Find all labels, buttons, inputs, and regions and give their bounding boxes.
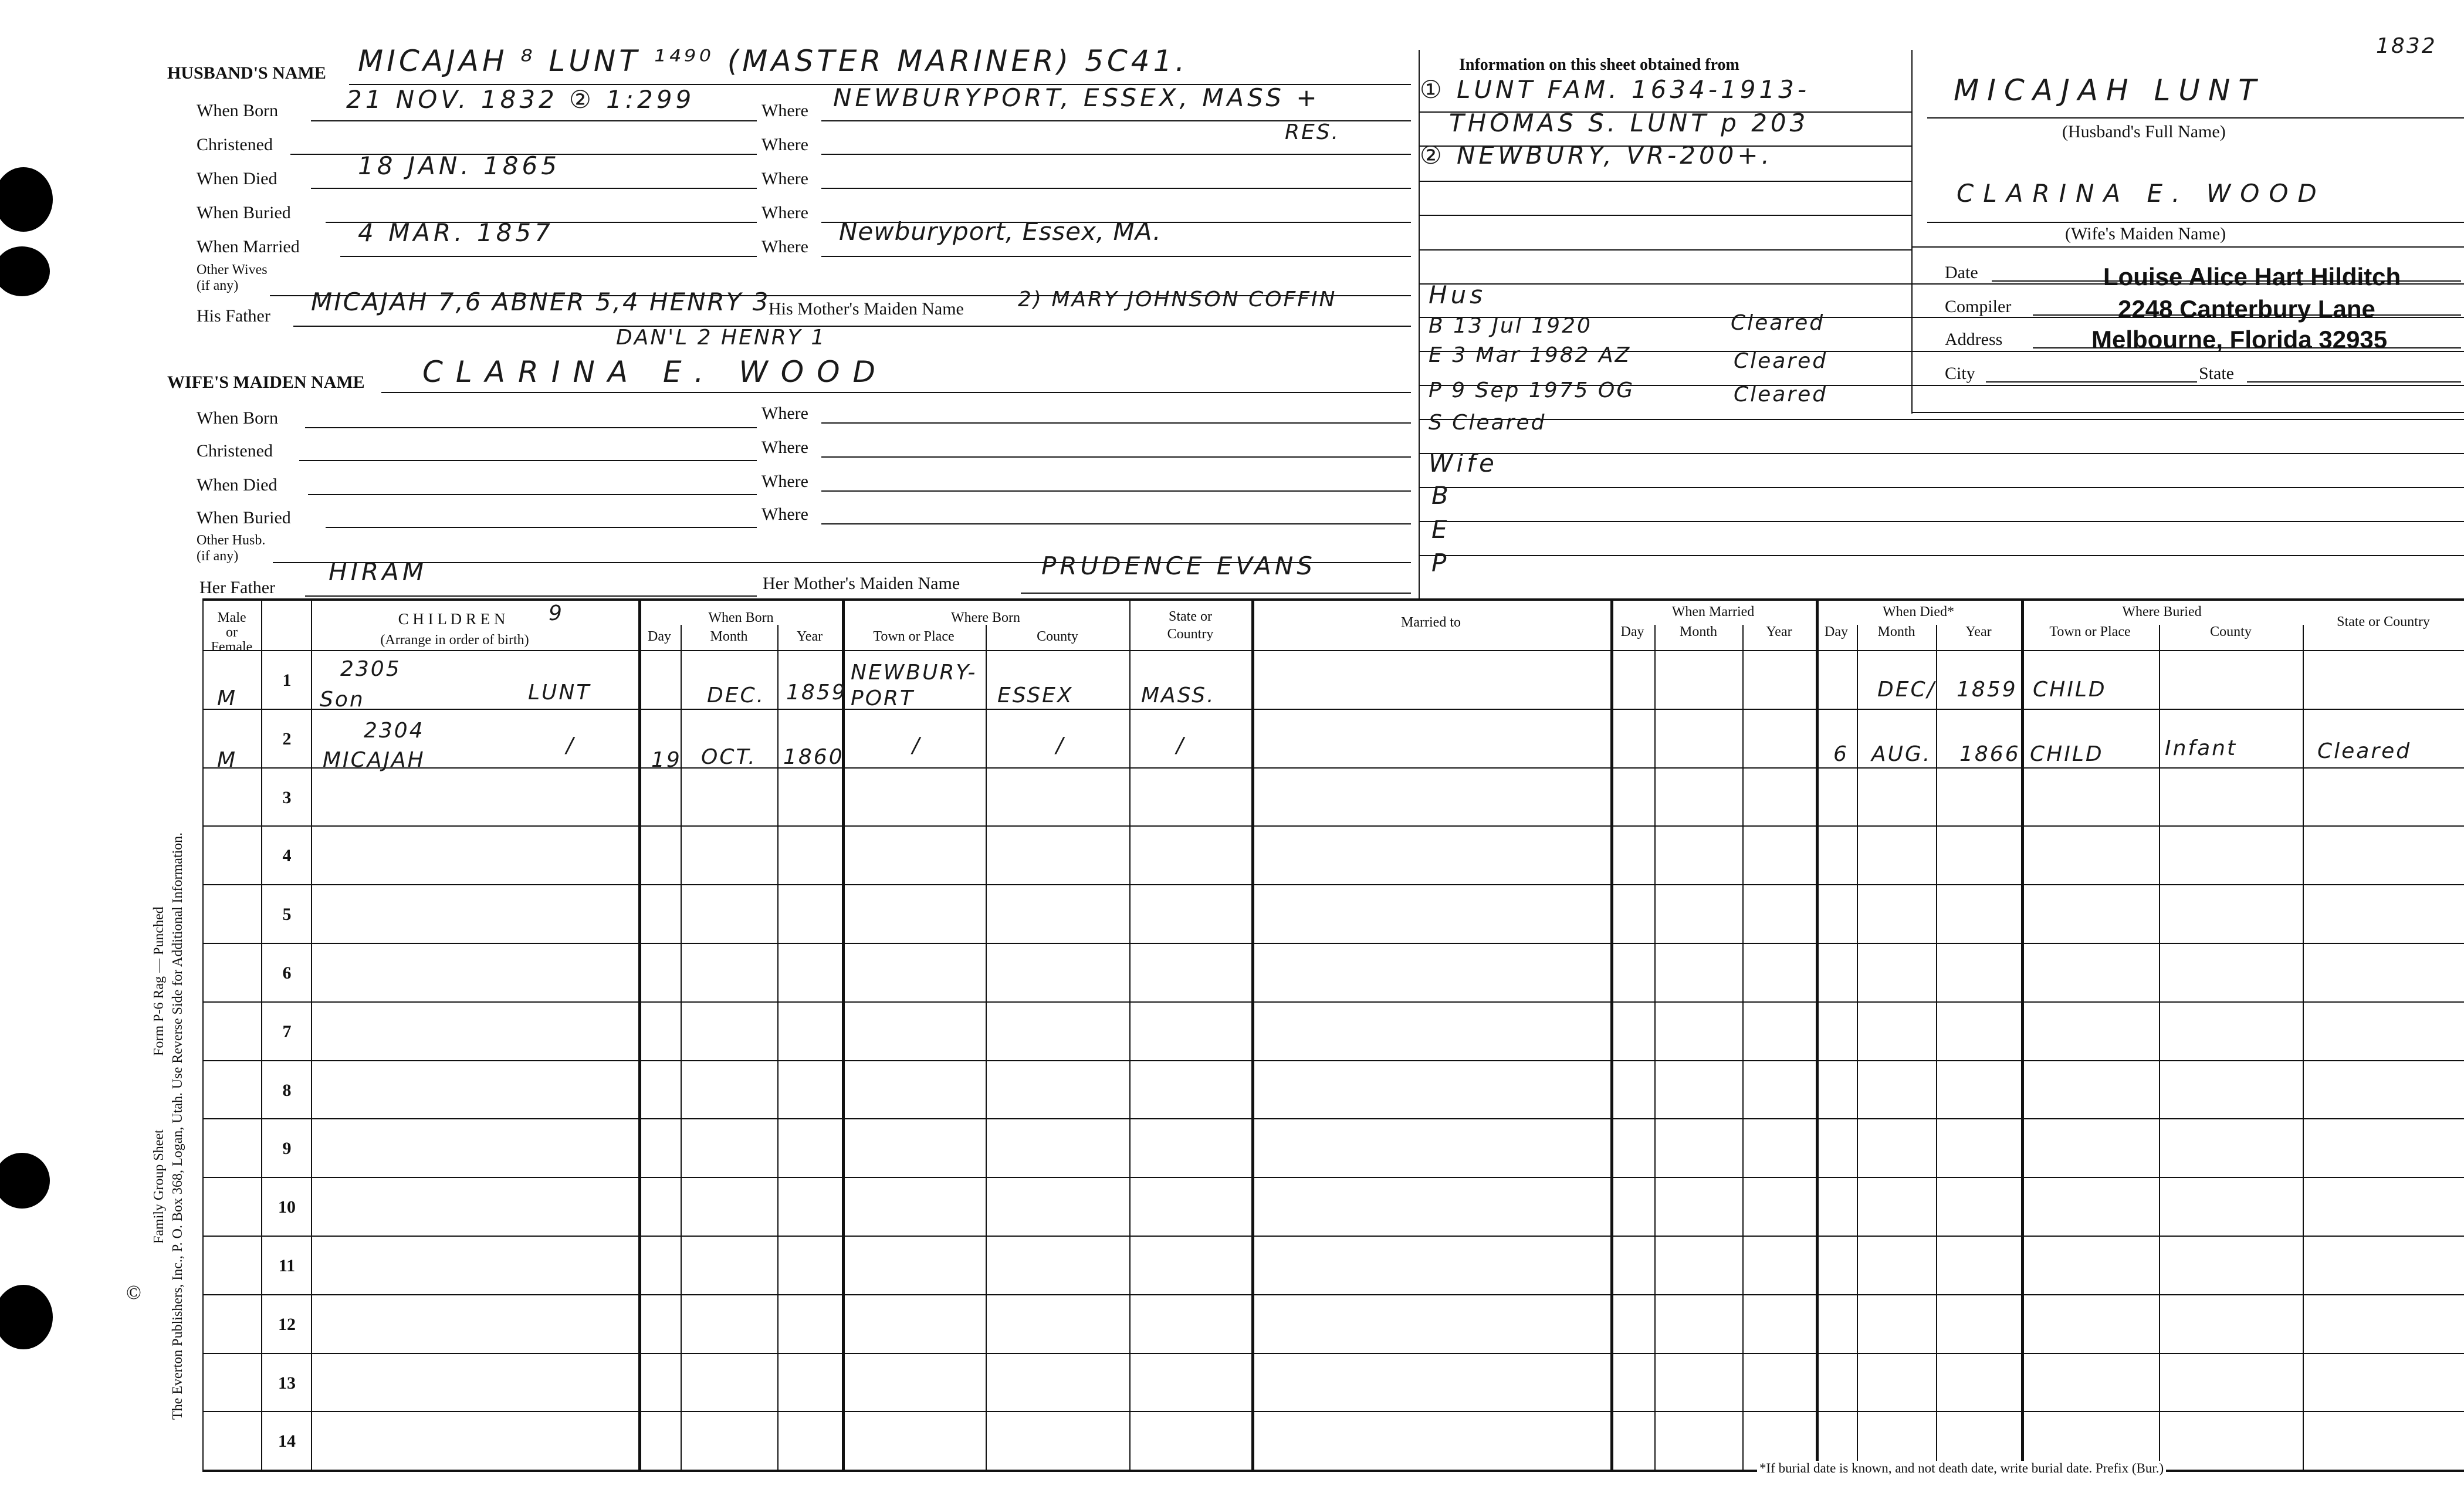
underline [821, 256, 1411, 257]
date-label: Date [1945, 263, 1978, 282]
ordinance-wife-e: E [1431, 515, 1451, 544]
child-2-sex: M [217, 748, 238, 772]
table-row-number: 1 [282, 671, 292, 690]
when-born-label: When Born [197, 101, 279, 120]
column-line [2303, 625, 2304, 1470]
underline [311, 120, 757, 121]
child-2-county: / [1056, 733, 1065, 757]
table-row-number: 13 [278, 1373, 296, 1393]
child-2-day: 19 [651, 748, 682, 772]
table-row-line [202, 1411, 2464, 1412]
underline [2247, 381, 2461, 383]
his-mother-label: His Mother's Maiden Name [769, 299, 964, 319]
when-born-label: When Born [197, 408, 279, 428]
ordinance-endowment-cleared: Cleared [1734, 349, 1828, 373]
table-row-line [202, 1060, 2464, 1061]
table-row-line [202, 1236, 2464, 1237]
child-2-buried-county: Infant [2165, 736, 2238, 760]
column-line [2021, 598, 2024, 1470]
city-label: City [1945, 364, 1975, 383]
ordinance-endowment: E 3 Mar 1982 AZ [1429, 343, 1632, 367]
divider [1419, 50, 1420, 598]
child-1-died-month: DEC/ [1877, 678, 1936, 702]
underline [1021, 593, 1411, 594]
ordinance-spouse: S Cleared [1429, 411, 1546, 435]
child-2-buried: CHILD [2030, 742, 2104, 766]
when-married-label: When Married [197, 237, 300, 256]
column-line [1610, 598, 1613, 1470]
if-any-label: (if any) [197, 278, 239, 293]
underline [293, 326, 1411, 327]
column-line [1654, 625, 1656, 1470]
when-buried-label: When Buried [197, 203, 291, 222]
child-1-state: MASS. [1141, 683, 1216, 708]
children-label: C H I L D R E N [398, 610, 506, 628]
child-2-surname: / [566, 733, 576, 757]
table-row-number: 10 [278, 1197, 296, 1217]
where-label: Where [761, 169, 808, 188]
table-row-number: 2 [282, 729, 292, 749]
child-1-surname: LUNT [528, 681, 591, 705]
source-line-2: THOMAS S. LUNT p 203 [1449, 109, 1809, 137]
where-label: Where [761, 101, 808, 120]
punch-hole [0, 167, 53, 232]
male-label: Male [217, 610, 246, 625]
column-line [311, 598, 312, 1470]
underline [821, 523, 1411, 524]
underline [1420, 487, 2464, 488]
wife-full-name: CLARINA E. WOOD [1957, 179, 2326, 208]
compiler-city: Melbourne, Florida 32935 [2091, 326, 2388, 353]
column-line [1936, 625, 1937, 1470]
wm-month-header: Month [1679, 624, 1717, 639]
child-2-died-year: 1866 [1959, 742, 2020, 766]
side-label-1: Family Group Sheet [151, 1129, 167, 1244]
christened-label: Christened [197, 135, 273, 154]
column-line [842, 598, 845, 1470]
county-header: County [1037, 629, 1078, 644]
husband-mother: 2) MARY JOHNSON COFFIN [1018, 287, 1337, 312]
wd-year-header: Year [1965, 624, 1992, 639]
where-label: Where [761, 472, 808, 491]
her-mother-label: Her Mother's Maiden Name [763, 574, 960, 593]
when-buried-label: When Buried [197, 508, 291, 527]
table-row-line [202, 767, 2464, 769]
table-row-line [202, 1353, 2464, 1354]
wife-maiden-name-label: (Wife's Maiden Name) [2065, 224, 2226, 243]
underline [326, 527, 757, 528]
husband-father-line2: DAN'L 2 HENRY 1 [616, 326, 827, 350]
husband-married-where: Newburyport, Essex, MA. [839, 217, 1162, 246]
other-wives-label: Other Wives [197, 262, 268, 277]
where-label: Where [761, 404, 808, 423]
column-line [1129, 598, 1131, 1470]
ordinance-wife-b: B [1431, 481, 1452, 510]
punch-hole [0, 246, 50, 296]
children-count: 9 [549, 601, 564, 625]
child-2-id: 2304 [364, 719, 425, 743]
husband-full-name-label: (Husband's Full Name) [2062, 122, 2226, 141]
child-2-year: 1860 [783, 745, 844, 769]
address-label: Address [1945, 330, 2003, 349]
underline [1927, 222, 2464, 223]
when-married-header: When Married [1671, 604, 1755, 620]
underline [1927, 117, 2464, 119]
table-row-line [202, 825, 2464, 827]
ordinance-baptism: B 13 Jul 1920 [1429, 314, 1592, 338]
husband-father: MICAJAH 7,6 ABNER 5,4 HENRY 3 [311, 287, 770, 316]
column-line [261, 598, 262, 1470]
underline [340, 256, 757, 257]
married-to-header: Married to [1401, 615, 1461, 630]
husband-born-where-res: RES. [1285, 120, 1341, 144]
column-line [202, 598, 204, 1470]
child-2-name: MICAJAH [323, 748, 425, 772]
state-label: State [2199, 364, 2234, 383]
underline [1420, 419, 2464, 420]
underline [821, 456, 1411, 458]
table-row-number: 11 [278, 1256, 296, 1275]
ordinance-hus: Hus [1429, 280, 1487, 309]
column-line [1251, 598, 1254, 1470]
child-2-state: / [1176, 733, 1186, 757]
table-row-number: 5 [282, 905, 292, 925]
table-row-number: 8 [282, 1080, 292, 1100]
underline [821, 188, 1411, 189]
where-label: Where [761, 438, 808, 457]
table-row-line [202, 884, 2464, 885]
husband-died: 18 JAN. 1865 [358, 151, 560, 180]
month-header: Month [710, 629, 748, 644]
country-header: Country [1167, 627, 1214, 642]
underline [1420, 453, 2464, 454]
child-2-buried-state: Cleared [2317, 739, 2412, 763]
table-border [202, 650, 2464, 651]
underline [1420, 521, 2464, 522]
wd-day-header: Day [1825, 624, 1848, 639]
table-border [202, 598, 2464, 601]
table-row-line [202, 1001, 2464, 1003]
side-label-2: Form P-6 Rag — Punched [151, 906, 167, 1056]
wm-day-header: Day [1620, 624, 1644, 639]
when-died-header: When Died* [1883, 604, 1954, 620]
her-father-label: Her Father [199, 578, 276, 597]
christened-label: Christened [197, 441, 273, 461]
corner-year: 1832 [2376, 34, 2437, 58]
child-1-died-year: 1859 [1957, 678, 2018, 702]
or-label: or [226, 625, 238, 640]
underline [1911, 246, 2464, 248]
compiler-name: Louise Alice Hart Hilditch [2103, 263, 2401, 290]
side-label-3: The Everton Publishers, Inc., P. O. Box 368, Logan, Utah. Use Reverse Side for Additional Information. [170, 832, 185, 1420]
underline [305, 427, 757, 428]
arrange-label: (Arrange in order of birth) [380, 632, 529, 648]
husbands-name-label: HUSBAND'S NAME [167, 63, 326, 83]
table-row-line [202, 709, 2464, 710]
underline [311, 188, 757, 189]
husband-born: 21 NOV. 1832 ② 1:299 [346, 85, 695, 114]
table-row-number: 9 [282, 1139, 292, 1159]
underline [1420, 181, 1913, 182]
child-1-id: 2305 [340, 657, 401, 681]
underline [1420, 555, 2464, 556]
divider [1911, 50, 1913, 414]
column-line [986, 625, 987, 1470]
where-label: Where [761, 135, 808, 154]
punch-hole [0, 1153, 50, 1209]
underline [381, 392, 1411, 393]
wife-name: CLARINA E. WOOD [422, 355, 888, 389]
wm-year-header: Year [1766, 624, 1792, 639]
table-row-number: 4 [282, 846, 292, 866]
husband-full-name: MICAJAH LUNT [1954, 73, 2265, 107]
wifes-maiden-name-label: WIFE'S MAIDEN NAME [167, 373, 365, 392]
where-born-header: Where Born [951, 610, 1020, 625]
where-buried-header: Where Buried [2122, 604, 2202, 620]
source-line-1: ① LUNT FAM. 1634-1913- [1420, 75, 1810, 104]
underline [299, 460, 757, 461]
underline [1911, 412, 2464, 413]
child-2-town: / [912, 733, 922, 757]
table-row-line [202, 1118, 2464, 1119]
where-label: Where [761, 505, 808, 524]
child-1-town: NEWBURY- PORT [851, 661, 977, 710]
table-row-number: 3 [282, 787, 292, 807]
year-header: Year [796, 629, 823, 644]
column-line [1742, 625, 1744, 1470]
ordinance-wife: Wife [1429, 449, 1498, 478]
where-label: Where [761, 237, 808, 256]
child-1-year: 1859 [786, 681, 847, 705]
underline [821, 422, 1411, 424]
underline [305, 595, 757, 597]
child-1-month: DEC. [707, 683, 766, 708]
ordinance-wife-p: P [1431, 549, 1450, 577]
underline [821, 490, 1411, 492]
when-died-label: When Died [197, 169, 277, 188]
if-any-label: (if any) [197, 549, 239, 564]
child-1-name: Son [320, 688, 365, 712]
column-line [1857, 625, 1858, 1470]
column-line [2159, 625, 2160, 1470]
table-row-number: 12 [278, 1314, 296, 1334]
wife-mother: PRUDENCE EVANS [1041, 551, 1316, 580]
wb-state-header: State or Country [2337, 614, 2430, 629]
husband-married: 4 MAR. 1857 [358, 218, 554, 247]
table-row-line [202, 1177, 2464, 1178]
wife-father: HIRAM [329, 557, 428, 586]
wd-month-header: Month [1877, 624, 1915, 639]
child-1-county: ESSEX [997, 683, 1074, 708]
female-label: Female [211, 639, 253, 655]
compiler-label: Compiler [1945, 297, 2012, 316]
husband-born-where: NEWBURYPORT, ESSEX, MASS + [833, 83, 1321, 112]
info-obtained-label: Information on this sheet obtained from [1459, 56, 1739, 74]
wb-county-header: County [2210, 624, 2252, 639]
punch-hole [0, 1285, 53, 1349]
day-header: Day [648, 629, 671, 644]
underline [1420, 249, 1913, 251]
child-1-buried: CHILD [2033, 678, 2107, 702]
footnote: *If burial date is known, and not death date, write burial date. Prefix (Bur.) [1757, 1461, 2166, 1476]
column-line [638, 598, 641, 1470]
child-2-died-day: 6 [1833, 742, 1849, 766]
husband-name: MICAJAH ⁸ LUNT ¹⁴⁹⁰ (MASTER MARINER) 5C41. [358, 44, 1189, 78]
copyright-symbol: © [126, 1282, 141, 1304]
other-husb-label: Other Husb. [197, 533, 266, 548]
town-header: Town or Place [873, 629, 955, 644]
underline [1986, 381, 2197, 383]
where-label: Where [761, 203, 808, 222]
child-2-died-month: AUG. [1871, 742, 1932, 766]
child-2-month: OCT. [701, 745, 757, 769]
wb-town-header: Town or Place [2049, 624, 2131, 639]
when-died-label: When Died [197, 475, 277, 495]
his-father-label: His Father [197, 306, 270, 326]
underline [821, 154, 1411, 155]
table-row-number: 14 [278, 1431, 296, 1451]
underline [1420, 215, 1913, 216]
compiler-address: 2248 Canterbury Lane [2118, 295, 2375, 323]
table-row-line [202, 1294, 2464, 1295]
column-line [1816, 598, 1819, 1470]
child-1-sex: M [217, 686, 238, 710]
ordinance-parents: P 9 Sep 1975 OG [1429, 378, 1635, 402]
ordinance-parents-cleared: Cleared [1734, 383, 1828, 407]
column-line [777, 625, 779, 1470]
ordinance-baptism-cleared: Cleared [1731, 311, 1825, 335]
underline [308, 494, 757, 495]
when-born-header: When Born [708, 610, 774, 625]
table-row-line [202, 943, 2464, 944]
table-row-number: 7 [282, 1021, 292, 1041]
source-line-3: ② NEWBURY, VR-200+. [1420, 141, 1773, 170]
state-or-header: State or [1169, 609, 1212, 624]
table-row-number: 6 [282, 963, 292, 983]
